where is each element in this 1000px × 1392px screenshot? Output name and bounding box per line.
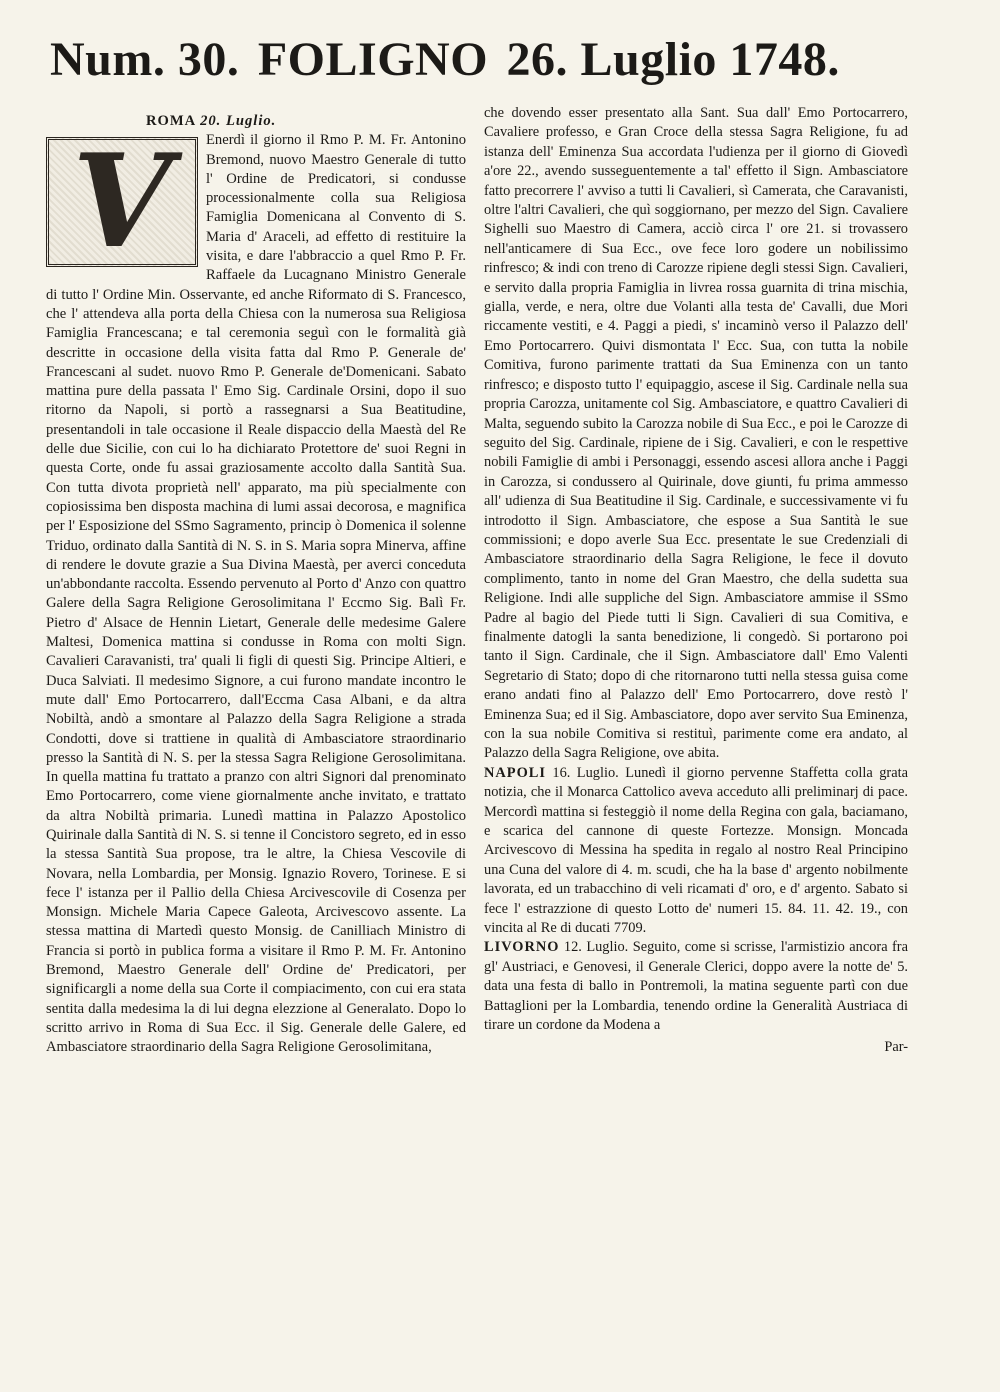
drop-cap-ornament xyxy=(46,127,198,278)
masthead xyxy=(50,20,870,100)
livorno-date: 12. Luglio. xyxy=(563,939,629,956)
drop-cap-letter: V xyxy=(72,127,172,278)
napoli-article-text: Lunedì il giorno pervenne Staffetta colla grata notizia, che il Monarca Cattolico aveva acceduto alli preliminarj di pace. Mercordì mattina si festeggiò il nome della Regina con gala, baciamano, e scarica del cannone di queste Fortezze. Monsign. Moncada Arcivescovo di Messina ha spedita in regalo al nostro Real Principino una Cuna del valore di 4. m. scudi, che ha la base d' argento nobilmente lavorata, ed un trabacchino di veli ricamati d' oro, e d' argento. Sabato si fece l' estrazzione di questo Lotto de' numeri 15. 84. 11. 42. 19., con vincita al Re di ducati 7709. xyxy=(484,764,908,937)
napoli-city: NAPOLI xyxy=(484,764,546,781)
masthead-city: FOLIGNO xyxy=(257,33,489,86)
roma-date: 20. Luglio. xyxy=(200,113,277,129)
catchword: Par- xyxy=(884,1038,908,1055)
issue-number: Num. 30. xyxy=(50,33,240,86)
livorno-article-text: Seguito, come si scrisse, l'armistizio ancora fra gl' Austriaci, e Genovesi, il Generale Clerici, doppo avere la notte de' 5. data una festa di ballo in Pontremoli, la matina seguente partì con due Battaglioni per la Lombardia, tenendo ordine la Generalità Austriaca di tirare un cordone da Modena a xyxy=(484,939,908,1034)
roma-dateline xyxy=(146,112,466,131)
roma-article-continued: che dovendo esser presentato alla Sant. Sua dall' Emo Portocarrero, Cavaliere professo, e Gran Croce della stessa Sagra Religione, fu ad istanza dell' Eminenza Sua accordata l'udienza per il giorno di Giovedì a'ore 22., avendo susseguentemente a tal' effetto il Sign. Ambasciatore fatto precorrere l' avviso a tutti li Cavalieri, sì Camerata, che Caravanisti, oltre l'altri Cavalieri, che quì soggiornano, per mezzo del Sign. Cavaliere Sighelli suo Maestro di Camera, acciò circa l' ore 21. si trovassero nell'anticamere di Sua Ecc., ove fece loro godere un nobilissimo rinfresco; & indi con treno di Carozze ripiene degli stessi Sign. Cavalieri, e servito dalla propria Famiglia in livrea rossa guarnita di trina mischia, gialla, verde, e nera, oltre due Volanti alla testa de' Cavalli, due Mori riccamente vestiti, e 4. Paggi a piedi, s' incaminò verso il Palazzo dell' Emo Portocarrero. Quivi dismontata l' Ecc. Sua, con tutta la nobile Comitiva, furono parimente trattati da Sua Eminenza con un tanto rinfresco; e disposto tutto l' equipaggio, ascese il Sig. Cardinale nella sua propria Carozza, unitamente col Sig. Ambasciatore, e quattro Cavalieri di Malta, seguendo subito la Carozza nobile di Sua Ecc., e poi le Carozze di seguito del Sig. Cardinale, ripiene de i Sig. Cavalieri, e con le respettive nobili Famiglie di ambi i Personaggi, essendo ascesi allora anche i Paggi in Carozza, si condussero al Quirinale, dove giunti, fu prima ammesso all' udienza di Sua Beatitudine il Sig. Cardinale, e successivamente vi fu introdotto il Sign. Ambasciatore, che espose a Sua Santità le sue commissioni; e dopo averle Sua Ecc. presentate le sue Credenziali di Ambasciatore straordinario della Sagra Religione, le fece il dovuto complimento, tanto in nome del Gran Maestro, che della sudetta sua Religione. Indi alle suppliche del Sign. Ambasciatore ammise il SSmo Padre al bagio del Piede tutti li Sign. Cavalieri di sua Comitiva, e finalmente datogli la santa benedizione, li congedò. Si portarono poi tanto il Sign. Cardinale, che il Sign. Ambasciatore dall' Emo Valenti Segretario di Stato; dopo di che ritornarono tutti nella stessa guisa come erano andati fino al Palazzo dell' Emo Portocarrero, dove restò l' Eminenza Sua; ed il Sig. Ambasciatore, dopo aver servito Sua Eminenza, con la sua nobile Comitiva si restituì, parimente come era andato, al Palazzo della Sagra Religione, ove abita. xyxy=(484,105,908,762)
livorno-article xyxy=(484,938,908,1035)
masthead-date: 26. Luglio 1748. xyxy=(506,33,840,86)
roma-article-text: Enerdì il giorno il Rmo P. M. Fr. Antonino Bremond, nuovo Maestro Generale di tutto l' Ordine de Predicatori, si condusse processionalmente colla sua Religiosa Famiglia Domenicana al Convento di S. Maria d' Araceli, ad effetto di restituire la visita, e dare l'abbraccio a quel Rmo P. Fr. Raffaele da Lucagnano Ministro Generale di tutto l' Ordine Min. Osservante, ed anche Riformato di S. Francesco, che l' attendeva alla porta della Chiesa con la numerosa sua Religiosa Famiglia Francescana; e tal ceremonia seguì con le formalità già descritte in occasione della visita fatta dal Rmo P. Generale de' Francescani al sudet. nuovo Rmo P. Generale de'Domenicani. Sabato mattina pure della passata l' Emo Sig. Cardinale Orsini, dopo il suo ritorno da Napoli, si portò a rassegnarsi a Sua Beatitudine, presentandoli in tale occasione il Reale dispaccio della Maestà del Re delle due Sicilie, con cui lo ha dichiarato Protettore de' suoi Regni in questa Corte, onde fu assai graziosamente accolto dalla Santità Sua. Con tutta divota proprietà nell' apparato, ma più specialmente con copiosissima ben disposta machina di lumi assai decorosa, e magnifica per l' Esposizione del SSmo Sagramento, princip ò Domenica il solenne Triduo, ordinato dalla Santità di N. S. in S. Maria sopra Minerva, affine di rendere le dovute grazie a Sua Divina Maestà, per averci conceduta un'abbondante raccolta. Essendo pervenuto al Porto d' Anzo con quattro Galere della Sagra Religione Gerosolimitana l' Eccmo Sig. Balì Fr. Pietro d' Alsace de Hennin Lietart, Generale delle medesime Galere Maltesi, Domenica mattina si condusse in Roma con molti Sign. Cavalieri Caravanisti, tra' quali li figli di questi Sig. Principe Altieri, e Duca Salviati. Il medesimo Signore, a cui furono mandate incontro le mute dall' Emo Portocarrero, dall'Eccma Casa Albani, e da altra Nobiltà, andò a smontare al Palazzo della Sagra Religione a strada Condotti, dove si trattiene in qualità di Ambasciatore straordinario presso la Santità di N. S. per la stessa Sagra Religione Gerosolimitana. In quella mattina fu trattato a pranzo con altri Signori dal prenominato Emo Portocarrero, come viene giornalmente anche invitato, e trattato da altra Nobiltà primaria. Lunedì mattina in Palazzo Apostolico Quirinale dalla Santità di N. S. si tenne il Concistoro segreto, ed in esso la stessa Santità Sua propose, tra le altre, la Chiesa Vescovile di Novara, nella Lombardia, per Monsig. Ignazio Rovero, Torinese. E si fece l' istanza per il Pallio della Chiesa Arcivescovile di Cosenza per Monsign. Michele Maria Capece Galeota, Arcivescovo assente. La stessa mattina di Martedì questo Monsig. de Canilliach Ministro di Francia si portò in publica forma a visitare il Rmo P. M. Fr. Antonino Bremond, Maestro Generale dell' Ordine de' Predicatori, per significargli a nome della sua Corte il compiacimento, con cui era stata sentita dalla medesima la di lui degna elezzione al Generalato. Dopo lo scritto arrivo in Roma di Sua Ecc. il Sig. Generale delle Galere, ed Ambasciatore straordinario della Sagra Religione Gerosolimitana, xyxy=(46,132,466,1056)
napoli-date: 16. Luglio. xyxy=(552,764,619,781)
right-column xyxy=(484,104,908,1057)
livorno-city: LIVORNO xyxy=(484,939,560,956)
left-column xyxy=(46,112,466,1058)
napoli-article xyxy=(484,764,908,939)
roma-city: ROMA xyxy=(146,113,196,129)
